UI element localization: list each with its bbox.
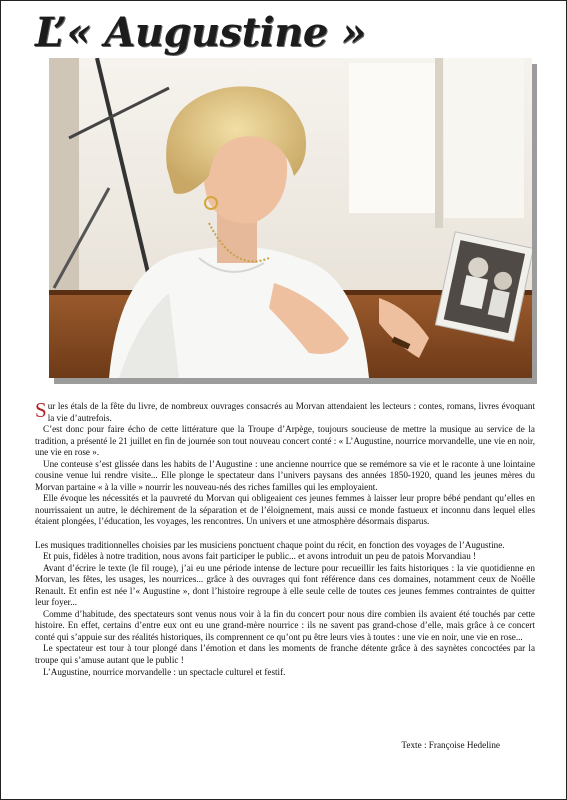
paragraph-6: Et puis, fidèles à notre tradition, nous avons fait participer le public... et avons introduit un peu de patois Morvandiau ! <box>43 551 477 562</box>
paragraph-1 <box>35 398 535 424</box>
article-body <box>35 398 535 678</box>
main-photo <box>49 58 532 378</box>
paragraph-4: Elle évoque les nécessités et la pauvreté du Morvan qui obligeaient ces jeunes femmes à laisser leur propre bébé pendant qu’elles en nourrissaient un autre, le déchirement de la séparation et de l’éloignement, mais aussi ce monde fastueux et inconnu dans lequel elles étaient plongées, l’éducation, les voyages, les rencontres. Un univers et une atmosphère désormais disparus. <box>35 493 535 527</box>
paragraph-9: Le spectateur est tour à tour plongé dans l’émotion et dans les moments de franche détente grâce à des saynètes concoctées par la troupe qui s’amuse autant que le public ! <box>35 643 535 665</box>
author-signature: Texte : Françoise Hedeline <box>401 740 500 750</box>
paragraph-3: Une conteuse s’est glissée dans les habits de l’Augustine : une ancienne nourrice que se remémore sa vie et le raconte à une lointaine cousine venue lui rendre visite... Elle plonge le spectateur dans l’univers paysans des années 1850-1920, quand les jeunes mères du Morvan partaine « à la ville » nourrir les nouveau-nés des riches familles qui les employaient. <box>35 458 535 492</box>
paragraph-10: L’Augustine, nourrice morvandelle : un spectacle culturel et festif. <box>43 666 286 677</box>
paragraph-7: Avant d’écrire le texte (le fil rouge), j’ai eu une période intense de lecture pour recueillir les faits historiques : la vie quotidienne en Morvan, les fêtes, les usages, les nourrices... grâce à des ouvrages qui font référence dans ces domaines, notamment ceux de Noëlle Renault. Et enfin est née l’« Augustine », dont l’histoire regroupe à elle seule celle de toutes ces jeunes femmes contraintes de quitter leur foyer... <box>35 562 535 608</box>
storyteller-photo-illustration <box>49 58 532 378</box>
paragraph-5: Les musiques traditionnelles choisies par les musiciens ponctuent chaque point du récit, en fonction des voyages de l’Augustine. <box>35 539 505 550</box>
paragraph-2: C’est donc pour faire écho de cette littérature que la Troupe d’Arpège, toujours soucieuse de mettre la musique au service de la tradition, a présenté le 21 juillet en fin de journée son tout nouveau concert conté : « L’Augustine, nourrice morvandelle, une vie en noir, une vie en rose ». <box>35 424 535 458</box>
paragraph-8: Comme d’habitude, des spectateurs sont venus nous voir à la fin du concert pour nous dire combien ils avaient été touchés par cette histoire. En effet, certains d’entre eux ont eu une grand-mère nourrice : ils ne savent pas grand-chose d’elle, mais grâce à ce concert conté qui s’appuie sur des réalités historiques, ils comprennent ce qu’ont pu être leurs vies à toutes : une vie en noir, une vie en rose... <box>35 608 535 642</box>
paragraph-1-text: ur les étals de la fête du livre, de nombreux ouvrages consacrés au Morvan attendaient les lecteurs : contes, romans, livres évoquant la vie d’autrefois. <box>47 401 535 423</box>
drop-cap: S <box>35 398 47 422</box>
article-title: L’« Augustine » <box>35 9 366 56</box>
